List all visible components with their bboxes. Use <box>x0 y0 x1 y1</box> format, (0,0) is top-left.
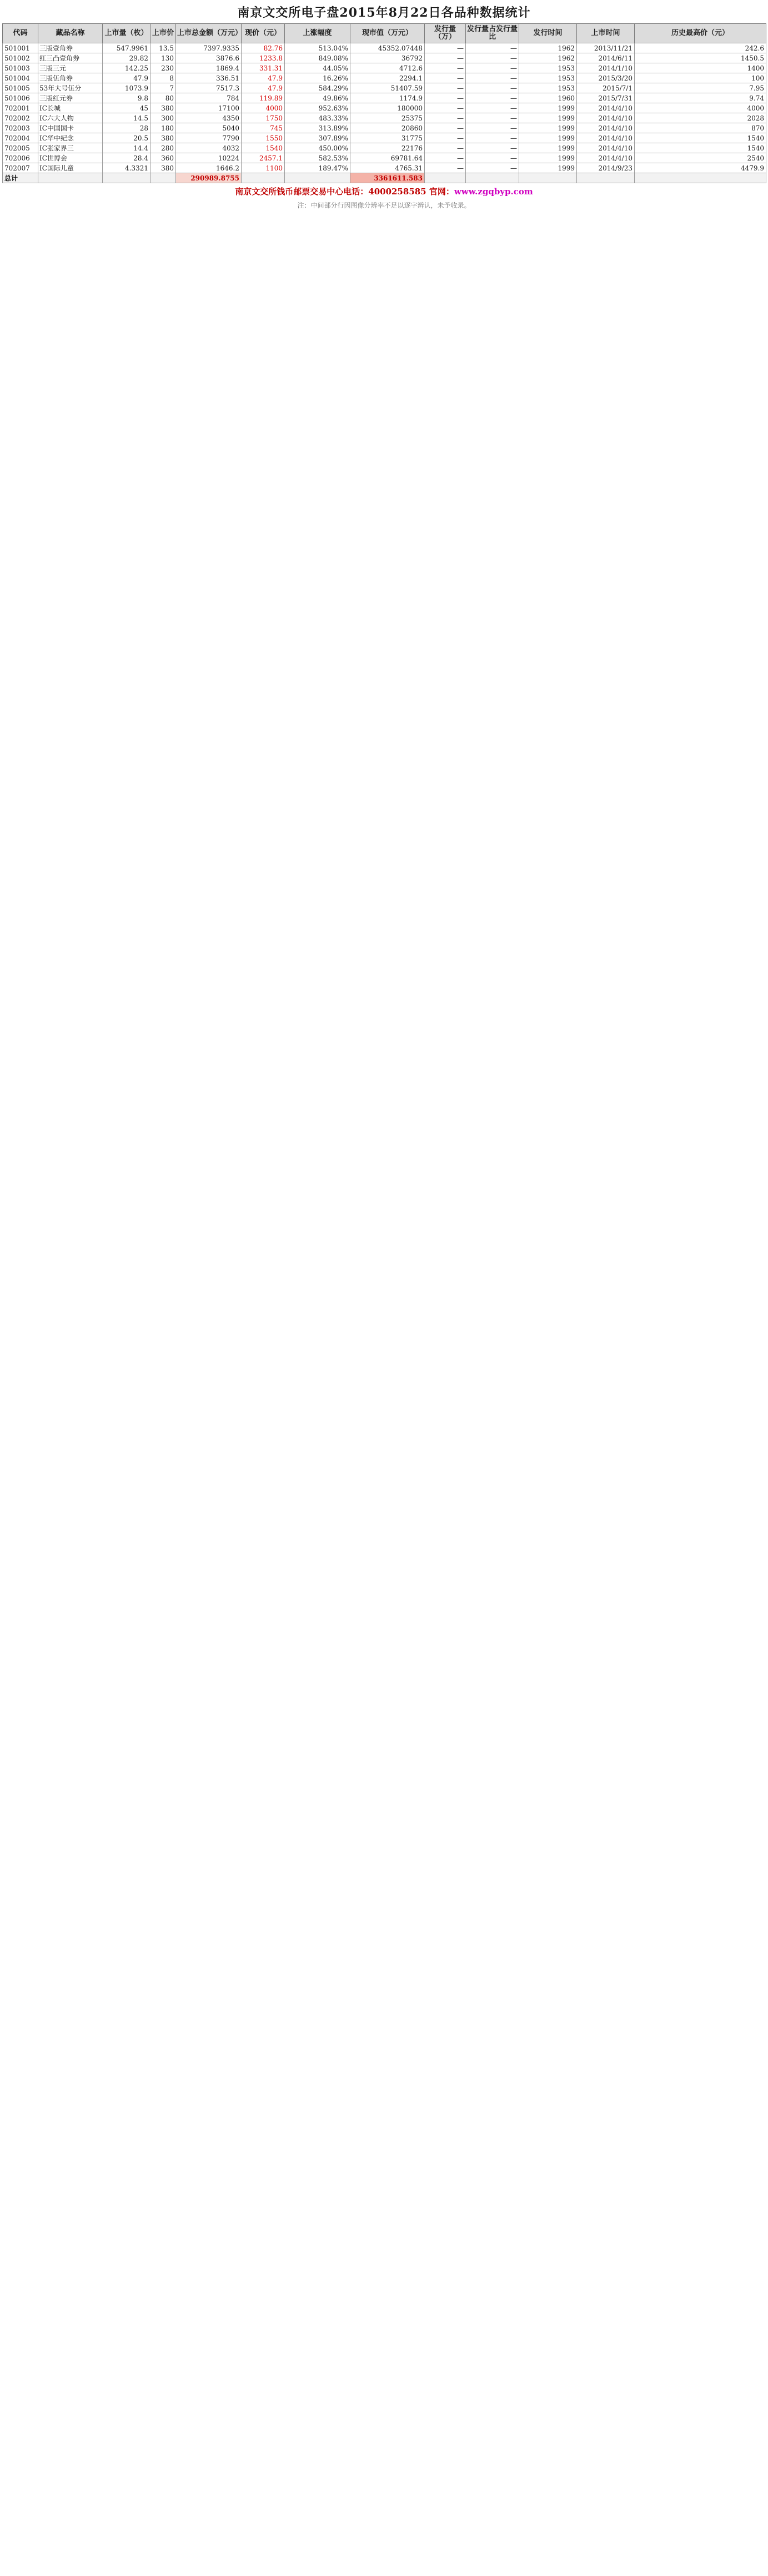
cell-code: 501006 <box>3 93 38 103</box>
cell-issue-ratio: — <box>466 73 519 83</box>
cell-rise: 44.05% <box>285 63 350 73</box>
cell-issue-time: 1999 <box>519 123 577 133</box>
cell-list-price: 280 <box>150 143 176 153</box>
total-empty-list <box>577 173 635 183</box>
cell-rise: 952.63% <box>285 103 350 113</box>
cell-list-price: 360 <box>150 153 176 163</box>
header-code: 代码 <box>3 24 38 43</box>
cell-current-price: 4000 <box>242 103 285 113</box>
cell-history-high: 870 <box>635 123 766 133</box>
cell-rise: 49.86% <box>285 93 350 103</box>
cell-list-amount: 1646.2 <box>176 163 242 173</box>
table-row <box>3 93 766 103</box>
cell-name: IC张家界三 <box>38 143 103 153</box>
total-empty-iss <box>425 173 466 183</box>
cell-rise: 584.29% <box>285 83 350 93</box>
cell-issue-time: 1953 <box>519 83 577 93</box>
cell-list-amount: 5040 <box>176 123 242 133</box>
cell-name: 53年大号伍分 <box>38 83 103 93</box>
cell-issue-qty: — <box>425 93 466 103</box>
cell-issue-time: 1999 <box>519 143 577 153</box>
cell-current-price: 2457.1 <box>242 153 285 163</box>
cell-rise: 189.47% <box>285 163 350 173</box>
cell-list-qty: 45 <box>103 103 150 113</box>
cell-name: 红三凸壹角券 <box>38 53 103 63</box>
total-empty-qty <box>103 173 150 183</box>
cell-issue-ratio: — <box>466 103 519 113</box>
table-row <box>3 163 766 173</box>
cell-code: 702001 <box>3 103 38 113</box>
cell-current-price: 1750 <box>242 113 285 123</box>
cell-current-price: 82.76 <box>242 43 285 53</box>
cell-issue-time: 1962 <box>519 53 577 63</box>
cell-name: 三版红元券 <box>38 93 103 103</box>
cell-history-high: 9.74 <box>635 93 766 103</box>
table-row <box>3 153 766 163</box>
cell-list-amount: 17100 <box>176 103 242 113</box>
cell-issue-ratio: — <box>466 113 519 123</box>
cell-list-time: 2014/4/10 <box>577 103 635 113</box>
table-body-total <box>3 173 766 183</box>
cell-market-value: 4765.31 <box>350 163 425 173</box>
cell-list-qty: 1073.9 <box>103 83 150 93</box>
cell-history-high: 7.95 <box>635 83 766 93</box>
cell-list-amount: 7397.9335 <box>176 43 242 53</box>
cell-list-amount: 7790 <box>176 133 242 143</box>
cell-issue-ratio: — <box>466 123 519 133</box>
cell-rise: 450.00% <box>285 143 350 153</box>
header-name: 藏品名称 <box>38 24 103 43</box>
cell-issue-qty: — <box>425 73 466 83</box>
cell-list-qty: 29.82 <box>103 53 150 63</box>
cell-issue-ratio: — <box>466 53 519 63</box>
cell-list-qty: 14.5 <box>103 113 150 123</box>
cell-list-amount: 7517.3 <box>176 83 242 93</box>
cell-issue-ratio: — <box>466 133 519 143</box>
cell-code: 702006 <box>3 153 38 163</box>
cell-list-qty: 14.4 <box>103 143 150 153</box>
total-empty-time <box>519 173 577 183</box>
cell-history-high: 242.6 <box>635 43 766 53</box>
cell-issue-ratio: — <box>466 143 519 153</box>
cell-code: 501002 <box>3 53 38 63</box>
header-issue-qty: 发行量（万） <box>425 24 466 43</box>
cell-list-price: 380 <box>150 133 176 143</box>
table-row <box>3 143 766 153</box>
cell-market-value: 20860 <box>350 123 425 133</box>
cell-list-time: 2014/4/10 <box>577 133 635 143</box>
cell-issue-time: 1999 <box>519 103 577 113</box>
stats-sheet <box>2 2 766 211</box>
cell-history-high: 2540 <box>635 153 766 163</box>
cell-code: 702002 <box>3 113 38 123</box>
cell-code: 702007 <box>3 163 38 173</box>
cell-market-value: 45352.07448 <box>350 43 425 53</box>
footer-website-link[interactable]: www.zgqbyp.com <box>454 187 533 197</box>
total-empty-ratio <box>466 173 519 183</box>
cell-rise: 582.53% <box>285 153 350 163</box>
cell-rise: 513.04% <box>285 43 350 53</box>
cell-list-amount: 784 <box>176 93 242 103</box>
cell-list-time: 2014/9/23 <box>577 163 635 173</box>
cell-history-high: 1400 <box>635 63 766 73</box>
cell-history-high: 2028 <box>635 113 766 123</box>
cell-history-high: 1450.5 <box>635 53 766 63</box>
cell-issue-ratio: — <box>466 83 519 93</box>
cell-list-time: 2015/7/31 <box>577 93 635 103</box>
cell-issue-time: 1962 <box>519 43 577 53</box>
footer-web-label: 官网： <box>429 187 454 197</box>
cell-issue-qty: — <box>425 123 466 133</box>
cell-code: 501001 <box>3 43 38 53</box>
cell-list-amount: 336.51 <box>176 73 242 83</box>
cell-list-amount: 10224 <box>176 153 242 163</box>
cell-list-price: 130 <box>150 53 176 63</box>
total-empty-cur <box>242 173 285 183</box>
footer-contact <box>2 183 766 200</box>
cell-issue-time: 1999 <box>519 163 577 173</box>
stats-table <box>2 23 766 183</box>
table-row <box>3 83 766 93</box>
cell-market-value: 25375 <box>350 113 425 123</box>
cell-current-price: 1233.8 <box>242 53 285 63</box>
cell-current-price: 1540 <box>242 143 285 153</box>
cell-market-value: 51407.59 <box>350 83 425 93</box>
cell-list-qty: 47.9 <box>103 73 150 83</box>
cell-rise: 849.08% <box>285 53 350 63</box>
table-body-top <box>3 43 766 103</box>
cell-name: IC长城 <box>38 103 103 113</box>
cell-history-high: 1540 <box>635 143 766 153</box>
cell-issue-time: 1953 <box>519 73 577 83</box>
cell-list-time: 2015/7/1 <box>577 83 635 93</box>
cell-code: 702003 <box>3 123 38 133</box>
table-row <box>3 133 766 143</box>
footer-phone-text: 南京文交所钱币邮票交易中心电话：4000258585 <box>235 187 426 197</box>
cell-market-value: 180000 <box>350 103 425 113</box>
cell-list-qty: 547.9961 <box>103 43 150 53</box>
cell-issue-ratio: — <box>466 153 519 163</box>
header-history-high: 历史最高价（元） <box>635 24 766 43</box>
cell-market-value: 22176 <box>350 143 425 153</box>
cell-list-time: 2014/4/10 <box>577 143 635 153</box>
cell-list-price: 230 <box>150 63 176 73</box>
header-list-time: 上市时间 <box>577 24 635 43</box>
cell-history-high: 4479.9 <box>635 163 766 173</box>
cell-issue-qty: — <box>425 113 466 123</box>
cell-list-qty: 9.8 <box>103 93 150 103</box>
cell-current-price: 119.89 <box>242 93 285 103</box>
cell-issue-qty: — <box>425 153 466 163</box>
total-empty-rise <box>285 173 350 183</box>
header-list-amount: 上市总金额（万元） <box>176 24 242 43</box>
cell-list-price: 80 <box>150 93 176 103</box>
cell-rise: 313.89% <box>285 123 350 133</box>
total-empty-name <box>38 173 103 183</box>
cell-list-price: 8 <box>150 73 176 83</box>
cell-code: 501003 <box>3 63 38 73</box>
cell-issue-qty: — <box>425 103 466 113</box>
cell-issue-ratio: — <box>466 63 519 73</box>
cell-issue-ratio: — <box>466 163 519 173</box>
cell-name: IC世博会 <box>38 153 103 163</box>
cell-issue-time: 1960 <box>519 93 577 103</box>
cell-list-qty: 20.5 <box>103 133 150 143</box>
cell-list-time: 2013/11/21 <box>577 43 635 53</box>
cell-market-value: 4712.6 <box>350 63 425 73</box>
total-label: 总计 <box>3 173 38 183</box>
cell-issue-time: 1999 <box>519 133 577 143</box>
cell-list-amount: 4032 <box>176 143 242 153</box>
cell-current-price: 331.31 <box>242 63 285 73</box>
cell-issue-qty: — <box>425 143 466 153</box>
cell-issue-qty: — <box>425 163 466 173</box>
cell-code: 501004 <box>3 73 38 83</box>
cell-list-price: 7 <box>150 83 176 93</box>
cell-list-qty: 28 <box>103 123 150 133</box>
total-market-value: 3361611.583 <box>350 173 425 183</box>
cell-list-price: 380 <box>150 103 176 113</box>
cell-list-amount: 1869.4 <box>176 63 242 73</box>
header-issue-ratio: 发行量占发行量比 <box>466 24 519 43</box>
cell-current-price: 47.9 <box>242 73 285 83</box>
cell-list-amount: 4350 <box>176 113 242 123</box>
table-row <box>3 113 766 123</box>
header-list-price: 上市价 <box>150 24 176 43</box>
cell-list-time: 2014/4/10 <box>577 153 635 163</box>
cell-issue-ratio: — <box>466 93 519 103</box>
cell-list-time: 2014/4/10 <box>577 113 635 123</box>
total-empty-price <box>150 173 176 183</box>
cell-market-value: 31775 <box>350 133 425 143</box>
table-row <box>3 53 766 63</box>
cell-current-price: 745 <box>242 123 285 133</box>
cell-issue-qty: — <box>425 133 466 143</box>
cell-rise: 483.33% <box>285 113 350 123</box>
cell-list-time: 2014/4/10 <box>577 123 635 133</box>
cell-market-value: 1174.9 <box>350 93 425 103</box>
table-row <box>3 63 766 73</box>
cell-name: IC华中纪念 <box>38 133 103 143</box>
cell-current-price: 47.9 <box>242 83 285 93</box>
total-row <box>3 173 766 183</box>
cell-rise: 16.26% <box>285 73 350 83</box>
cell-market-value: 69781.64 <box>350 153 425 163</box>
cell-list-time: 2014/1/10 <box>577 63 635 73</box>
page-title: 南京文交所电子盘2015年8月22日各品种数据统计 <box>237 6 531 20</box>
cell-list-qty: 142.25 <box>103 63 150 73</box>
cell-list-price: 380 <box>150 163 176 173</box>
cell-issue-time: 1999 <box>519 153 577 163</box>
cell-history-high: 100 <box>635 73 766 83</box>
cell-code: 501005 <box>3 83 38 93</box>
cell-rise: 307.89% <box>285 133 350 143</box>
cell-issue-time: 1999 <box>519 113 577 123</box>
cell-market-value: 36792 <box>350 53 425 63</box>
cell-history-high: 1540 <box>635 133 766 143</box>
table-header-row <box>3 24 766 43</box>
cell-list-time: 2014/6/11 <box>577 53 635 63</box>
cell-code: 702005 <box>3 143 38 153</box>
cell-list-price: 300 <box>150 113 176 123</box>
cell-current-price: 1100 <box>242 163 285 173</box>
cell-list-amount: 3876.6 <box>176 53 242 63</box>
cell-list-time: 2015/3/20 <box>577 73 635 83</box>
cell-issue-ratio: — <box>466 43 519 53</box>
cell-name: IC国际儿童 <box>38 163 103 173</box>
cell-name: 三版伍角券 <box>38 73 103 83</box>
cell-list-price: 180 <box>150 123 176 133</box>
cell-issue-qty: — <box>425 63 466 73</box>
cell-name: 三版壹角券 <box>38 43 103 53</box>
cell-history-high: 4000 <box>635 103 766 113</box>
table-row <box>3 73 766 83</box>
table-row <box>3 123 766 133</box>
cell-market-value: 2294.1 <box>350 73 425 83</box>
cell-name: 三版三元 <box>38 63 103 73</box>
header-current-price: 现价（元） <box>242 24 285 43</box>
cell-code: 702004 <box>3 133 38 143</box>
header-rise: 上涨幅度 <box>285 24 350 43</box>
table-body-bottom <box>3 103 766 173</box>
cell-name: IC中国国卡 <box>38 123 103 133</box>
total-empty-hist <box>635 173 766 183</box>
cell-list-qty: 4.3321 <box>103 163 150 173</box>
cell-list-qty: 28.4 <box>103 153 150 163</box>
cell-issue-qty: — <box>425 53 466 63</box>
omission-note: 注：中间部分行因图像分辨率不足以逐字辨认，未予收录。 <box>297 202 471 209</box>
total-list-amount: 290989.8755 <box>176 173 242 183</box>
table-row <box>3 43 766 53</box>
table-row <box>3 103 766 113</box>
cell-issue-qty: — <box>425 83 466 93</box>
cell-list-price: 13.5 <box>150 43 176 53</box>
header-market-value: 现市值（万元） <box>350 24 425 43</box>
cell-issue-qty: — <box>425 43 466 53</box>
cell-current-price: 1550 <box>242 133 285 143</box>
header-issue-time: 发行时间 <box>519 24 577 43</box>
cell-issue-time: 1953 <box>519 63 577 73</box>
cell-name: IC六大人物 <box>38 113 103 123</box>
header-list-qty: 上市量（枚） <box>103 24 150 43</box>
